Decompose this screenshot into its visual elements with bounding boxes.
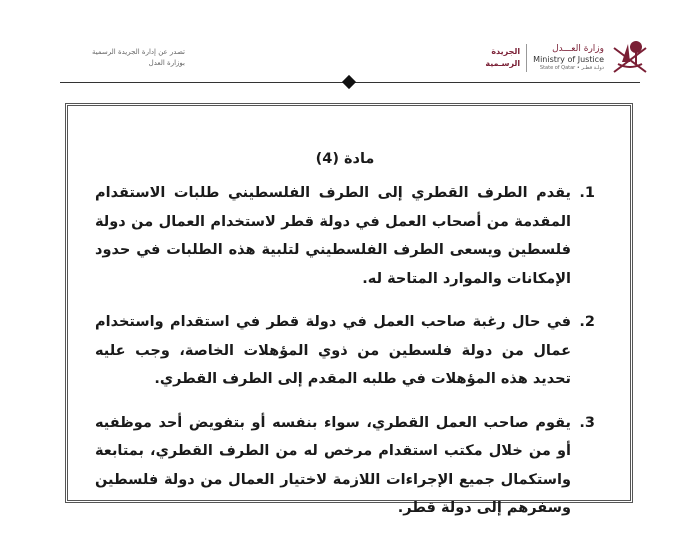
- article-title: مادة (4): [315, 151, 375, 167]
- item-text: في حال رغبة صاحب العمل في دولة قطر في استقدام واستخدام عمال من دولة فلسطين من ذوي المؤهلات الخاصة، وجب عليه تحديد هذه المؤهلات في طلبه المقدم إلى الطرف القطري.: [95, 314, 571, 387]
- item-number: 1.: [579, 185, 595, 201]
- diamond-ornament-icon: [342, 75, 356, 89]
- article-content: [95, 145, 595, 538]
- gazette-label: [485, 46, 520, 70]
- issuer-note: [60, 47, 185, 69]
- item-text: يقدم الطرف القطري إلى الطرف الفلسطيني طلبات الاستقدام المقدمة من أصحاب العمل في دولة قطر لاستخدام العمال من دولة فلسطين ويسعى الطرف الفلسطيني لتلبية هذه الطلبات في حدود الإمكانات والموارد المتاحة له.: [95, 185, 571, 287]
- state-label: State of Qatar • دولـة قطـر: [539, 65, 604, 71]
- item-text: يقوم صاحب العمل القطري، سواء بنفسه أو بتفويض أحد موظفيه أو من خلال مكتب استقدام مرخص له من الطرف القطري، بمتابعة واستكمال جميع الإجراءات اللازمة لاختيار العمال من دولة فلسطين وسفرهم إلى دولة قطر.: [95, 414, 571, 516]
- article-item: [95, 179, 595, 293]
- gazette-line-2: الرسـمية: [485, 59, 521, 68]
- article-item: [95, 308, 595, 394]
- ministry-logo: [485, 38, 650, 78]
- item-number: 3.: [579, 414, 595, 431]
- logo-divider: [526, 44, 527, 72]
- ministry-name-ar: وزارة العـــدل: [552, 44, 604, 54]
- issuer-line-1: تصدر عن إدارة الجريدة الرسمية: [92, 48, 185, 56]
- gazette-line-1: الجريدة: [491, 47, 521, 56]
- ministry-name-en: Ministry of Justice: [533, 55, 604, 64]
- item-number: 2.: [579, 314, 595, 330]
- ministry-name: [533, 44, 604, 72]
- issuer-line-2: بوزارة العدل: [148, 59, 185, 67]
- article-item: [95, 409, 595, 523]
- qatar-emblem-icon: [610, 38, 650, 78]
